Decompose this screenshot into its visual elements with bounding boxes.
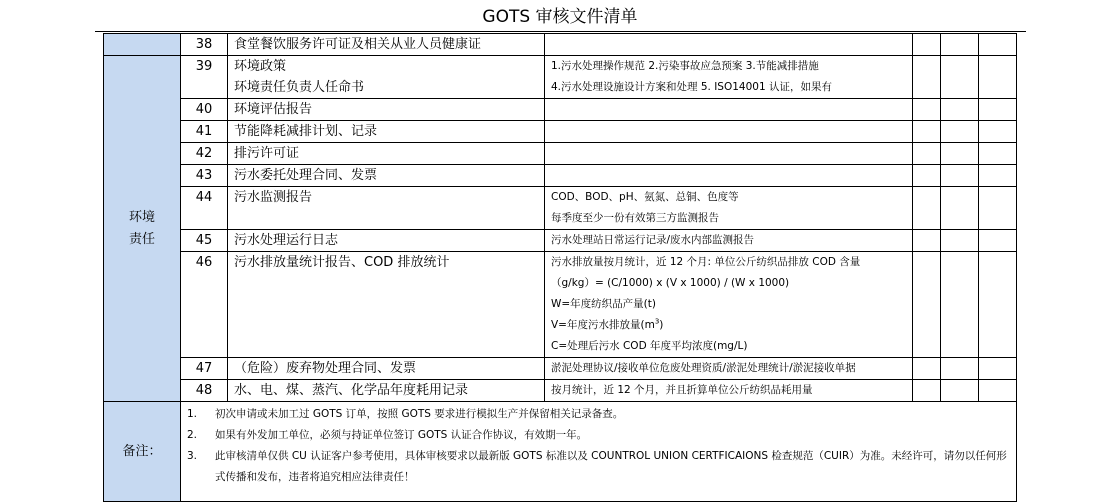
table-row: [104, 358, 1017, 380]
row-number: 45: [181, 230, 228, 252]
requirement-cell: 污水排放量按月统计，近 12 个月: 单位公斤纺织品排放 COD 含量 （g/kg）= (C/1000) x (V x 1000) / (W x 1000) W=年度纺织品产量(t) V=年度污水排放量$(m^3)$ C=处理后污水 COD 年度平均浓度(mg/L): [545, 252, 913, 358]
table-row: [104, 380, 1017, 402]
requirement-cell: 淤泥处理协议/接收单位危废处理资质/淤泥处理统计/淤泥接收单据: [545, 358, 913, 380]
row-number: 43: [181, 165, 228, 187]
check-cell[interactable]: [941, 252, 979, 358]
requirement-cell: COD、BOD、pH、氨氮、总铜、色度等 每季度至少一份有效第三方监测报告: [545, 187, 913, 230]
table-row: [104, 143, 1017, 165]
document-item: 污水监测报告: [228, 187, 545, 230]
table-row: [104, 230, 1017, 252]
notes-row: [104, 402, 1017, 502]
check-cell[interactable]: [913, 230, 941, 252]
document-item: 环境评估报告: [228, 99, 545, 121]
row-number: 48: [181, 380, 228, 402]
document-title: GOTS 审核文件清单: [482, 7, 638, 27]
document-item: （危险）废弃物处理合同、发票: [228, 358, 545, 380]
requirement-cell: 按月统计，近 12 个月，并且折算单位公斤纺织品耗用量: [545, 380, 913, 402]
check-cell[interactable]: [941, 165, 979, 187]
check-cell[interactable]: [913, 380, 941, 402]
row-number: 42: [181, 143, 228, 165]
table-row: [104, 121, 1017, 143]
requirement-cell: 1.污水处理操作规范 2.污染事故应急预案 3.节能减排措施 4.污水处理设施设计方案和处理 5. ISO14001 认证，如果有: [545, 56, 913, 99]
check-cell[interactable]: [913, 358, 941, 380]
check-cell[interactable]: [979, 121, 1017, 143]
requirement-cell: [545, 165, 913, 187]
category-environmental-responsibility: 环境 责任: [104, 56, 181, 402]
check-cell[interactable]: [913, 99, 941, 121]
document-item: 污水委托处理合同、发票: [228, 165, 545, 187]
check-cell[interactable]: [941, 230, 979, 252]
check-cell[interactable]: [941, 358, 979, 380]
document-item: 环境政策 环境责任负责人任命书: [228, 56, 545, 99]
check-cell[interactable]: [979, 380, 1017, 402]
check-cell[interactable]: [913, 252, 941, 358]
check-cell[interactable]: [979, 34, 1017, 56]
document-item: 污水排放量统计报告、COD 排放统计: [228, 252, 545, 358]
check-cell[interactable]: [941, 34, 979, 56]
document-item: 污水处理运行日志: [228, 230, 545, 252]
check-cell[interactable]: [979, 56, 1017, 99]
document-item: 水、电、煤、蒸汽、化学品年度耗用记录: [228, 380, 545, 402]
check-cell[interactable]: [979, 99, 1017, 121]
row-number: 44: [181, 187, 228, 230]
row-number: 40: [181, 99, 228, 121]
check-cell[interactable]: [979, 230, 1017, 252]
check-cell[interactable]: [979, 143, 1017, 165]
note-item: 2. 如果有外发加工单位，必须与持证单位签订 GOTS 认证合作协议，有效期一年。: [187, 429, 588, 441]
row-number: 41: [181, 121, 228, 143]
document-item: 排污许可证: [228, 143, 545, 165]
requirement-cell: [545, 121, 913, 143]
check-cell[interactable]: [941, 143, 979, 165]
table-row: [104, 99, 1017, 121]
requirement-cell: 污水处理站日常运行记录/废水内部监测报告: [545, 230, 913, 252]
row-number: 46: [181, 252, 228, 358]
check-cell[interactable]: [913, 56, 941, 99]
check-cell[interactable]: [979, 187, 1017, 230]
table-row: [104, 34, 1017, 56]
document-item: 食堂餐饮服务许可证及相关从业人员健康证: [228, 34, 545, 56]
requirement-cell: [545, 143, 913, 165]
note-item: 3. 此审核清单仅供 CU 认证客户参考使用，具体审核要求以最新版 GOTS 标准以及 COUNTROL UNION CERTFICAIONS 检查规范（CUIR）为准。未经许可，请勿以任何形式传播和发布，违者将追究相应法律责任！: [187, 450, 1007, 483]
check-cell[interactable]: [979, 358, 1017, 380]
requirement-cell: [545, 34, 913, 56]
notes-list: [181, 402, 1017, 502]
table-row: [104, 165, 1017, 187]
check-cell[interactable]: [979, 165, 1017, 187]
row-number: 39: [181, 56, 228, 99]
check-cell[interactable]: [979, 252, 1017, 358]
check-cell[interactable]: [913, 165, 941, 187]
notes-label: 备注：: [104, 402, 181, 502]
document-item: 节能降耗减排计划、记录: [228, 121, 545, 143]
table-row: [104, 56, 1017, 99]
check-cell[interactable]: [913, 34, 941, 56]
row-number: 47: [181, 358, 228, 380]
check-cell[interactable]: [941, 187, 979, 230]
row-number: 38: [181, 34, 228, 56]
check-cell[interactable]: [941, 99, 979, 121]
note-item: 1. 初次申请或未加工过 GOTS 订单，按照 GOTS 要求进行模拟生产并保留相关记录备查。: [187, 408, 624, 420]
check-cell[interactable]: [913, 121, 941, 143]
check-cell[interactable]: [941, 121, 979, 143]
check-cell[interactable]: [941, 380, 979, 402]
requirement-cell: [545, 99, 913, 121]
audit-checklist-table: [103, 33, 1017, 502]
category-cell-previous: [104, 34, 181, 56]
table-row: [104, 187, 1017, 230]
table-row: [104, 252, 1017, 358]
check-cell[interactable]: [913, 187, 941, 230]
check-cell[interactable]: [941, 56, 979, 99]
header-rule: [95, 31, 1026, 32]
check-cell[interactable]: [913, 143, 941, 165]
